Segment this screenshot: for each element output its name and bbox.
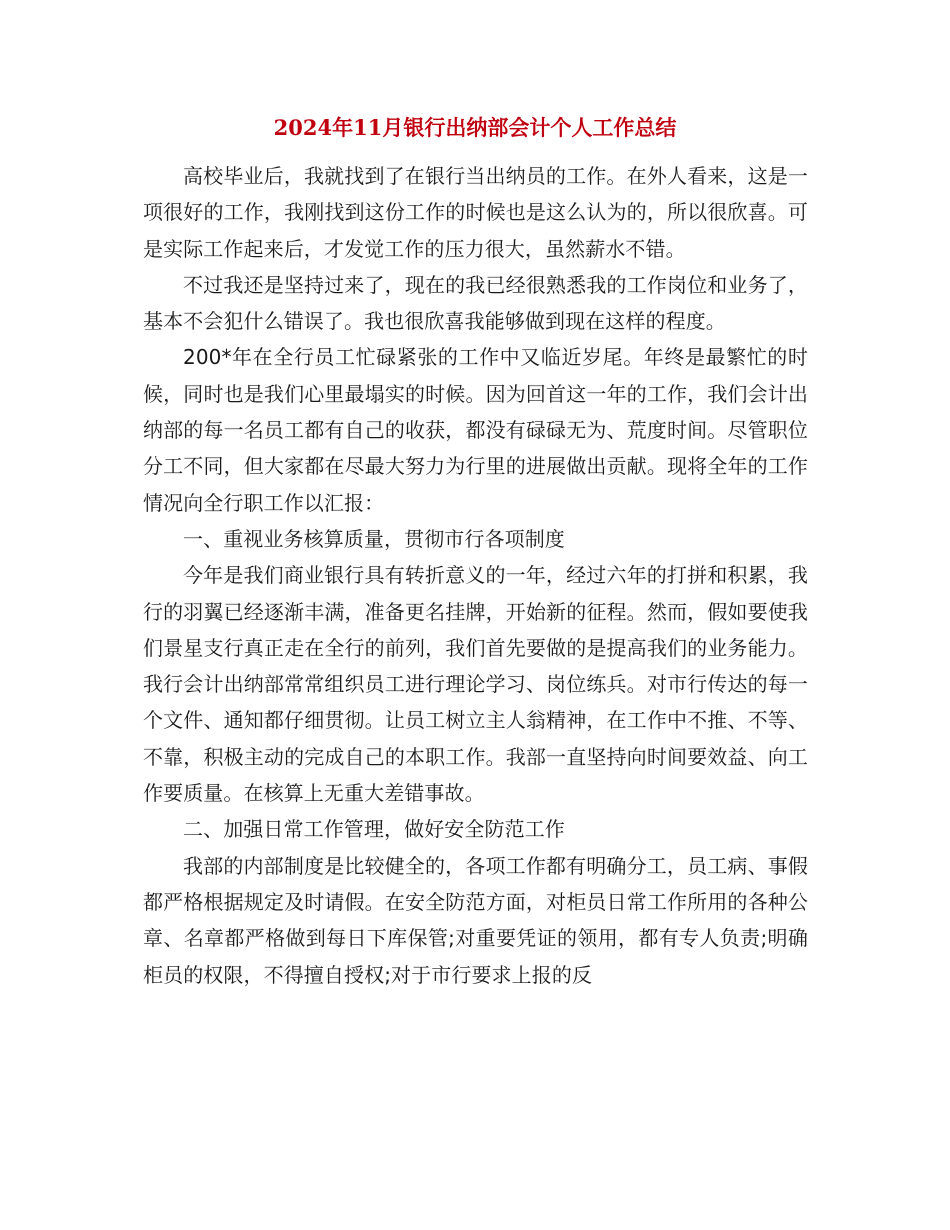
paragraph-persistence: 不过我还是坚持过来了，现在的我已经很熟悉我的工作岗位和业务了，基本不会犯什么错误了。我也很欣喜我能够做到现在这样的程度。 (143, 272, 808, 334)
document-title: 2024年11月银行出纳部会计个人工作总结 (273, 115, 677, 140)
paragraph-intro: 高校毕业后，我就找到了在银行当出纳员的工作。在外人看来，这是一项很好的工作，我刚找到这份工作的时候也是这么认为的，所以很欣喜。可是实际工作起来后，才发觉工作的压力很大，虽然薪水不错。 (143, 164, 808, 261)
paragraph-section-2: 我部的内部制度是比较健全的，各项工作都有明确分工，员工病、事假都严格根据规定及时请假。在安全防范方面，对柜员日常工作所用的各种公章、名章都严格做到每日下库保管;对重要凭证的领用，都有专人负责;明确柜员的权限，不得擅自授权;对于市行要求上报的反 (143, 853, 808, 987)
paragraph-section-1: 今年是我们商业银行具有转折意义的一年，经过六年的打拼和积累，我行的羽翼已经逐渐丰满，准备更名挂牌，开始新的征程。然而，假如要使我们景星支行真正走在全行的前列，我们首先要做的是提高我们的业务能力。我行会计出纳部常常组织员工进行理论学习、岗位练兵。对市行传达的每一个文件、通知都仔细贯彻。让员工树立主人翁精神，在工作中不推、不等、不靠，积极主动的完成自己的本职工作。我部一直坚持向时间要效益、向工作要质量。在核算上无重大差错事故。 (143, 563, 808, 806)
paragraph-year-summary: 200*年在全行员工忙碌紧张的工作中又临近岁尾。年终是最繁忙的时候，同时也是我们心里最塌实的时候。因为回首这一年的工作，我们会计出纳部的每一名员工都有自己的收获，都没有碌碌无为、荒度时间。尽管职位分工不同，但大家都在尽最大努力为行里的进展做出贡献。现将全年的工作情况向全行职工作以汇报： (143, 345, 808, 515)
section-heading-1: 一、重视业务核算质量，贯彻市行各项制度 (183, 526, 565, 551)
section-heading-2: 二、加强日常工作管理，做好安全防范工作 (183, 817, 565, 842)
document-body (143, 158, 808, 993)
